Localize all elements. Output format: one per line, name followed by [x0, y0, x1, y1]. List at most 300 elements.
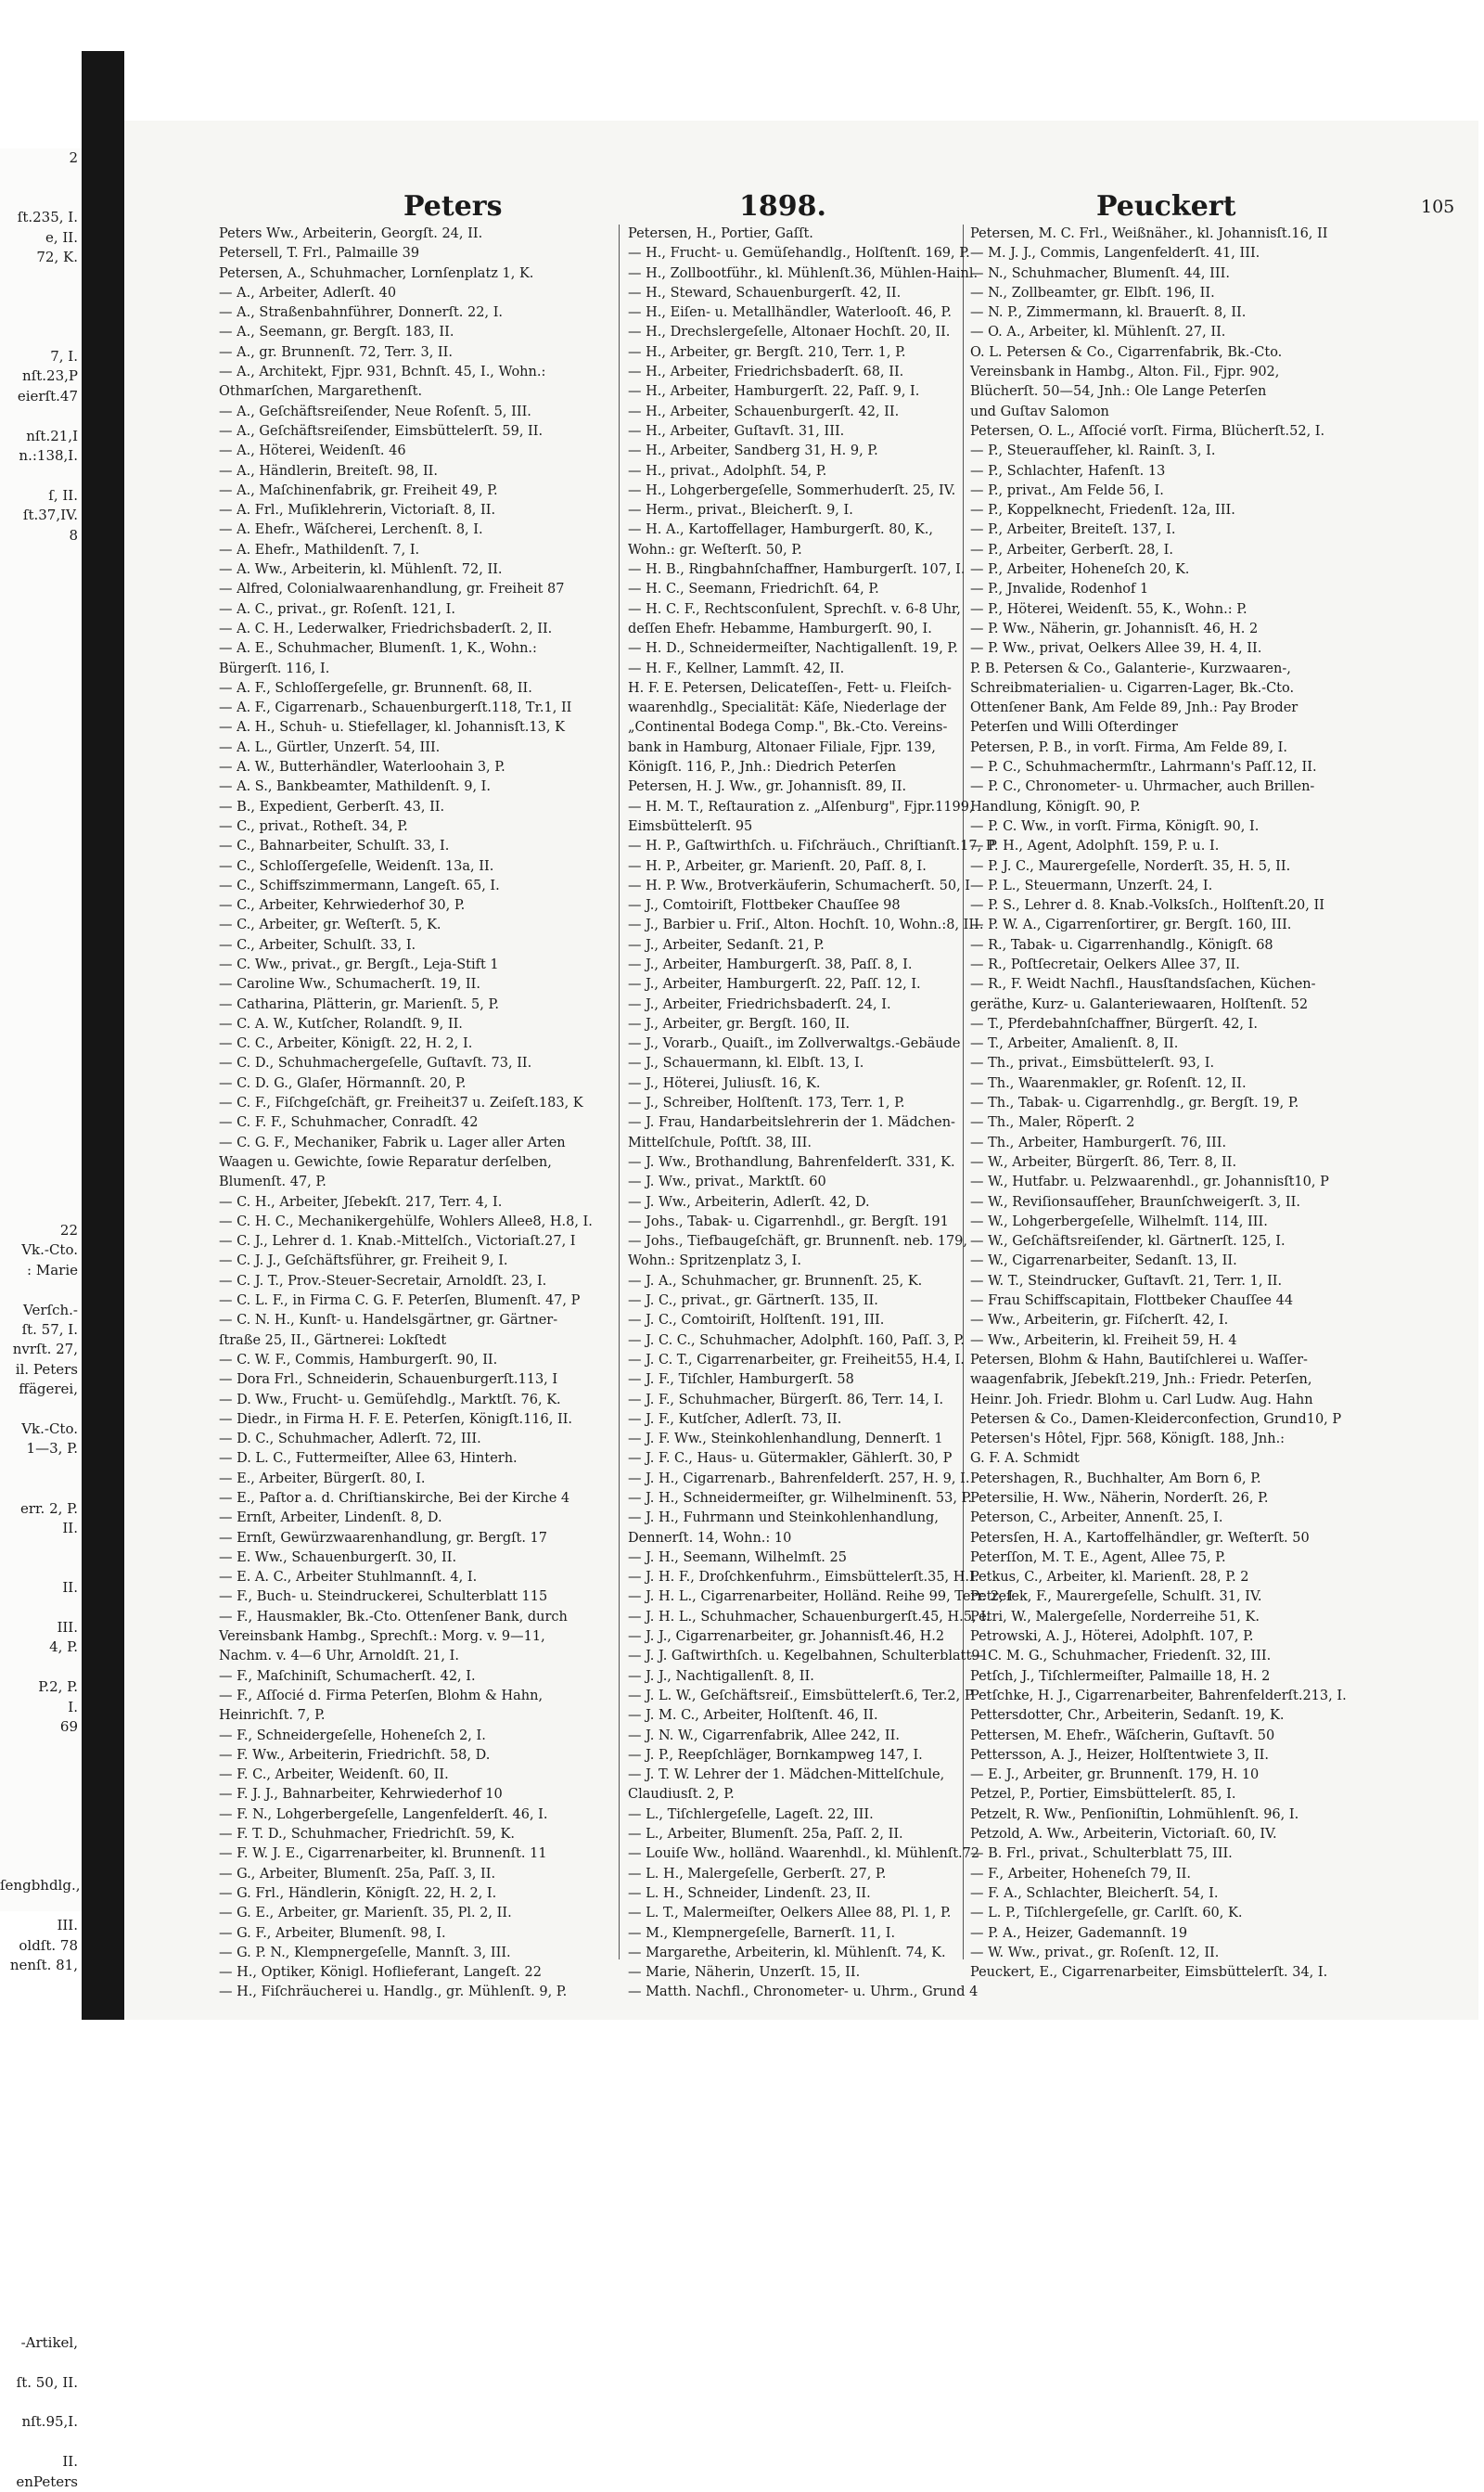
previous-page-fragment [0, 1280, 82, 1300]
directory-entry: Handlung, Königſt. 90, P. [970, 799, 1141, 815]
directory-entry: Königſt. 116, P., Jnh.: Diedrich Peterſen [628, 760, 897, 776]
previous-page-fragment [0, 1400, 82, 1419]
previous-page-fragment: e, II. [45, 228, 78, 246]
directory-entry: — P., Höterei, Weidenſt. 55, K., Wohn.: P. [970, 601, 1247, 617]
previous-page-fragment: 69 [59, 1718, 78, 1736]
directory-entry: — Frau Schiffscapitain, Flottbeker Chauſſee 44 [970, 1293, 1294, 1309]
directory-entry: — J. J., Cigarrenarbeiter, gr. Johannisſt.46, H.2 [628, 1629, 945, 1645]
directory-entry: — J. Ww., Brothandlung, Bahrenfelderſt. 331, K. [628, 1154, 955, 1170]
previous-page-fragment [0, 764, 82, 784]
previous-page-fragment [0, 725, 82, 744]
directory-entry: Wohn.: gr. Weſterſt. 50, P. [628, 542, 802, 558]
directory-entry: — A., Höterei, Weidenſt. 46 [219, 443, 406, 459]
previous-page-fragment: III. [57, 1619, 78, 1637]
directory-entry: — H. P., Gaſtwirthſch. u. Fiſchräuch., Chriſtianſt.17, P [628, 839, 995, 854]
directory-entry: — E. Ww., Schauenburgerſt. 30, II. [219, 1549, 457, 1565]
directory-entry: Blücherſt. 50—54, Jnh.: Ole Lange Peterſen [970, 384, 1267, 400]
previous-page-fragment: 7, I. [50, 348, 78, 366]
directory-entry: — H., Frucht- u. Gemüſehandlg., Holſtenſt. 169, P. [628, 246, 970, 262]
directory-entry: — F. A., Schlachter, Bleicherſt. 54, I. [970, 1885, 1219, 1901]
previous-page-fragment [0, 1738, 82, 1757]
directory-entry: — P. C. Ww., in vorſt. Firma, Königſt. 90, I. [970, 818, 1260, 834]
previous-page-fragment: II. [62, 1520, 78, 1537]
directory-entry: — H. F., Kellner, Lammſt. 42, II. [628, 661, 845, 676]
directory-entry: — Johs., Tiefbaugeſchäft, gr. Brunnenſt. neb. 179, [628, 1234, 968, 1250]
directory-entry: — N., Schuhmacher, Blumenſt. 44, III. [970, 265, 1230, 281]
directory-entry: Petersen, A., Schuhmacher, Lornſenplatz 1, K. [219, 265, 534, 281]
directory-entry: — F., Aſſocié d. Firma Peterſen, Blohm & Hahn, [219, 1688, 544, 1703]
directory-entry: — Th., Maler, Röperſt. 2 [970, 1115, 1135, 1131]
directory-entry: — P. S., Lehrer d. 8. Knab.-Volksſch., Holſtenſt.20, II [970, 898, 1324, 914]
previous-page-fragment [0, 1837, 82, 1856]
previous-page-fragment [0, 963, 82, 983]
directory-entry: — E. J., Arbeiter, gr. Brunnenſt. 179, H. 10 [970, 1767, 1260, 1783]
previous-page-fragment: n.:138,I. [19, 447, 78, 465]
previous-page-fragment: ſengbhdlg., [0, 1877, 81, 1895]
directory-entry: Peterſſon, M. T. E., Agent, Allee 75, P. [970, 1549, 1226, 1565]
directory-entry: Pettersdotter, Chr., Arbeiterin, Sedanſt. 19, K. [970, 1708, 1285, 1724]
previous-page-fragment: II. [62, 2453, 78, 2471]
directory-entry: — C., Arbeiter, Schulſt. 33, I. [219, 937, 416, 953]
directory-entry: — H. B., Ringbahnſchaffner, Hamburgerſt. 107, I. [628, 562, 966, 578]
previous-page-fragment [0, 2313, 82, 2332]
directory-entry: — H., Arbeiter, Sandberg 31, H. 9, P. [628, 443, 878, 459]
previous-page-fragment [0, 2135, 82, 2154]
directory-entry: — F., Maſchiniſt, Schumacherſt. 42, I. [219, 1668, 476, 1684]
directory-entry: — H., Eiſen- u. Metallhändler, Waterlooſt. 46, P. [628, 305, 952, 321]
directory-entry: — M. J. J., Commis, Langenfelderſt. 41, III. [970, 246, 1260, 262]
directory-entry: Peuckert, E., Cigarrenarbeiter, Eimsbüttelerſt. 34, I. [970, 1965, 1328, 1981]
directory-entry: Mittelſchule, Poſtſt. 38, III. [628, 1135, 812, 1150]
directory-entry: — P., Schlachter, Hafenſt. 13 [970, 463, 1166, 479]
previous-page-fragment: I. [68, 1698, 78, 1715]
directory-entry: — N. P., Zimmermann, kl. Brauerſt. 8, II. [970, 305, 1247, 321]
directory-entry: — A., Straßenbahnführer, Donnerſt. 22, I. [219, 305, 504, 321]
directory-entry: — Ww., Arbeiterin, kl. Freiheit 59, H. 4 [970, 1332, 1237, 1348]
previous-page-fragment [0, 2114, 82, 2134]
previous-page-fragment [0, 1817, 82, 1836]
directory-entry: — A., Seemann, gr. Bergſt. 183, II. [219, 325, 454, 340]
previous-page-fragment [0, 1162, 82, 1181]
previous-page-fragment: ffägerei, [19, 1381, 78, 1398]
previous-page-fragment: nvrſt. 27, [12, 1341, 78, 1358]
previous-page-fragment [0, 546, 82, 565]
previous-page-fragment: il. Peters [15, 1360, 78, 1378]
directory-entry: und Guſtav Salomon [970, 404, 1109, 419]
directory-entry: Petersen, H. J. Ww., gr. Johannisſt. 89, II. [628, 779, 907, 795]
directory-entry: — P., Arbeiter, Gerberſt. 28, I. [970, 542, 1173, 558]
directory-entry: Petershagen, R., Buchhalter, Am Born 6, P. [970, 1471, 1261, 1486]
directory-entry: waagenfabrik, Jſebekſt.219, Jnh.: Friedr. Peterſen, [970, 1372, 1312, 1388]
directory-entry: — J., Arbeiter, Hamburgerſt. 38, Paſſ. 8, I. [628, 957, 913, 972]
directory-entry: — J., Comtoiriſt, Flottbeker Chauſſee 98 [628, 898, 901, 914]
directory-entry: bank in Hamburg, Altonaer Filiale, Fjpr. 139, [628, 739, 936, 755]
directory-entry: — L., Tiſchlergeſelle, Lageſt. 22, III. [628, 1806, 874, 1822]
directory-entry: — L., Arbeiter, Blumenſt. 25a, Paſſ. 2, II. [628, 1827, 903, 1843]
directory-entry: — J., Arbeiter, Hamburgerſt. 22, Paſſ. 12, I. [628, 977, 921, 993]
directory-entry: — C. H., Arbeiter, Jſebekſt. 217, Terr. 4, I. [219, 1194, 503, 1210]
directory-entry: — W., Reviſionsaufſeher, Braunſchweigerſt. 3, II. [970, 1194, 1301, 1210]
previous-page-fragment: nſt.95,I. [21, 2413, 78, 2431]
directory-entry: Petersell, T. Frl., Palmaille 39 [219, 246, 420, 262]
directory-entry: — C. J., Lehrer d. 1. Knab.-Mittelſch., Victoriaſt.27, I [219, 1234, 576, 1250]
previous-page-fragment: 2 [69, 149, 78, 166]
directory-entry: — J. C., Comtoiriſt, Holſtenſt. 191, III. [628, 1313, 885, 1329]
directory-entry: waarenhdlg., Specialität: Käſe, Niederlage der [628, 700, 947, 716]
directory-entry: Vereinsbank in Hambg., Alton. Fil., Fjpr. 902, [970, 365, 1280, 380]
previous-page-fragment [0, 1996, 82, 2015]
previous-page-fragment [0, 1022, 82, 1042]
previous-page-fragment [0, 1538, 82, 1558]
directory-entry: Nachm. v. 4—6 Uhr, Arnoldſt. 21, I. [219, 1649, 459, 1664]
directory-entry: — C. D., Schuhmachergeſelle, Guſtavſt. 73, II. [219, 1056, 532, 1072]
previous-page-fragment [0, 2353, 82, 2372]
directory-entry: — J. Frau, Handarbeitslehrerin der 1. Mädchen- [628, 1115, 955, 1131]
previous-page-fragment [0, 983, 82, 1002]
directory-entry: Ottenſener Bank, Am Felde 89, Jnh.: Pay Broder [970, 700, 1298, 716]
previous-page-fragment [0, 1757, 82, 1777]
previous-page-fragment [0, 704, 82, 724]
previous-page-fragment: 8 [69, 526, 78, 544]
directory-entry: — J. H. F., Droſchkenfuhrm., Eimsbüttelerſt.35, H.I. [628, 1570, 979, 1586]
directory-entry: — G. P. N., Klempnergeſelle, Mannſt. 3, III. [219, 1945, 511, 1960]
directory-entry: — D. Ww., Frucht- u. Gemüſehdlg., Marktſt. 76, K. [219, 1392, 561, 1407]
directory-entry: — C. L. F., in Firma C. G. F. Peterſen, Blumenſt. 47, P [219, 1293, 581, 1309]
previous-page-fragment [0, 2433, 82, 2452]
directory-entry: — A. C. H., Lederwalker, Friedrichsbaderſt. 2, II. [219, 621, 553, 636]
directory-entry: — J., Höterei, Juliusſt. 16, K. [628, 1075, 821, 1091]
previous-page-fragment [0, 1599, 82, 1618]
directory-entry: — C. C., Arbeiter, Königſt. 22, H. 2, I. [219, 1036, 473, 1052]
previous-page-fragment [0, 843, 82, 863]
directory-entry: — P., privat., Am Felde 56, I. [970, 482, 1164, 498]
directory-entry: G. F. A. Schmidt [970, 1451, 1080, 1467]
directory-entry: — F., Arbeiter, Hoheneſch 79, II. [970, 1866, 1191, 1882]
previous-page-fragment [0, 665, 82, 685]
directory-entry: — J. F. Ww., Steinkohlenhandlung, Dennerſt. 1 [628, 1432, 943, 1447]
directory-entry: — C. F., Fiſchgeſchäft, gr. Freiheit37 u. Zeiſeſt.183, K [219, 1096, 583, 1111]
directory-entry: — A. E., Schuhmacher, Blumenſt. 1, K., Wohn.: [219, 641, 537, 657]
directory-entry: — J., Schauermann, kl. Elbſt. 13, I. [628, 1056, 864, 1072]
directory-entry: — Th., Waarenmakler, gr. Roſenſt. 12, II. [970, 1075, 1247, 1091]
directory-entry: — J. F., Tiſchler, Hamburgerſt. 58 [628, 1372, 854, 1388]
directory-entry: — H. P. Ww., Brotverkäuferin, Schumacherſt. 50, I [628, 878, 971, 893]
directory-entry: — C., Arbeiter, gr. Weſterſt. 5, K. [219, 918, 441, 933]
directory-entry: — W. Ww., privat., gr. Roſenſt. 12, II. [970, 1945, 1220, 1960]
previous-page-fragment [0, 267, 82, 287]
directory-entry: Waagen u. Gewichte, ſowie Reparatur derſelben, [219, 1154, 552, 1170]
previous-page-fragment [0, 1082, 82, 1101]
running-header-year: 1898. [739, 190, 826, 223]
directory-entry: Petzelt, R. Ww., Penſioniſtin, Lohmühlenſt. 96, I. [970, 1806, 1299, 1822]
directory-entry: — C., Bahnarbeiter, Schulſt. 33, I. [219, 839, 450, 854]
directory-entry: — B. Frl., privat., Schulterblatt 75, III. [970, 1846, 1233, 1862]
directory-entry: — F., Buch- u. Steindruckerei, Schulterblatt 115 [219, 1589, 548, 1605]
previous-page-fragment: 1—3, P. [26, 1440, 78, 1458]
directory-entry: Claudiusſt. 2, P. [628, 1787, 735, 1803]
previous-page-fragment: Vk.-Cto. [21, 1241, 78, 1259]
directory-entry: Petſchke, H. J., Cigarrenarbeiter, Bahrenfelderſt.213, I. [970, 1688, 1347, 1703]
directory-entry: — C., Arbeiter, Kehrwiederhof 30, P. [219, 898, 466, 914]
directory-entry: — H., Arbeiter, gr. Bergſt. 210, Terr. 1, P. [628, 344, 906, 360]
directory-entry: — R., F. Weidt Nachfl., Hausſtandsſachen, Küchen- [970, 977, 1316, 993]
previous-page-fragment [0, 1459, 82, 1479]
previous-page-fragment [0, 943, 82, 962]
directory-entry: — Caroline Ww., Schumacherſt. 19, II. [219, 977, 480, 993]
directory-entry: — J. L. W., Geſchäftsreiſ., Eimsbüttelerſt.6, Ter.2, P [628, 1688, 974, 1703]
directory-entry: — P. J. C., Maurergeſelle, Norderſt. 35, H. 5, II. [970, 858, 1291, 874]
directory-entry: Eimsbüttelerſt. 95 [628, 818, 753, 834]
directory-entry: — Th., Tabak- u. Cigarrenhdlg., gr. Bergſt. 19, P. [970, 1096, 1299, 1111]
directory-entry: — C. Ww., privat., gr. Bergſt., Leja-Stift 1 [219, 957, 499, 972]
directory-entry: Heinr. Joh. Friedr. Blohm u. Carl Ludw. Aug. Hahn [970, 1392, 1313, 1407]
directory-entry: Bürgerſt. 116, I. [219, 661, 330, 676]
directory-entry: — L. H., Malergeſelle, Gerberſt. 27, P. [628, 1866, 887, 1882]
directory-entry: — N., Zollbeamter, gr. Elbſt. 196, II. [970, 285, 1215, 301]
directory-entry: Petersen, P. B., in vorſt. Firma, Am Felde 89, I. [970, 739, 1288, 755]
directory-entry: — C. N. H., Kunſt- u. Handelsgärtner, gr. Gärtner- [219, 1313, 558, 1329]
directory-entry: — H., Fiſchräucherei u. Handlg., gr. Mühlenſt. 9, P. [219, 1985, 568, 2000]
directory-entry: — Dora Frl., Schneiderin, Schauenburgerſt.113, I [219, 1372, 558, 1388]
directory-entry: — L. T., Malermeiſter, Oelkers Allee 88, Pl. 1, P. [628, 1906, 952, 1921]
directory-entry: — Ernſt, Arbeiter, Lindenſt. 8, D. [219, 1510, 442, 1526]
directory-entry: Pettersen, M. Ehefr., Wäſcherin, Guſtavſt. 50 [970, 1728, 1275, 1743]
directory-entry: — C. H. C., Mechanikergehülfe, Wohlers Allee8, H.8, I. [219, 1214, 593, 1229]
previous-page-fragment [0, 2393, 82, 2412]
directory-entry: — J. H., Cigarrenarb., Bahrenfelderſt. 257, H. 9, I. [628, 1471, 970, 1486]
directory-entry: — Th., privat., Eimsbüttelerſt. 93, I. [970, 1056, 1215, 1072]
directory-entry: — A. Ehefr., Mathildenſt. 7, I. [219, 542, 420, 558]
previous-page-fragment: ſt.235, I. [17, 209, 78, 226]
previous-page-fragment: nenſt. 81, [9, 1956, 78, 1973]
directory-entry: — H. M. T., Reſtauration z. „Alſenburg", Fjpr.1199, [628, 799, 974, 815]
directory-entry: — P. C., Schuhmachermſtr., Lahrmann's Paſſ.12, II. [970, 760, 1317, 776]
directory-entry: Petri, W., Malergeſelle, Norderreihe 51, K. [970, 1609, 1260, 1625]
directory-entry: — F., Schneidergeſelle, Hoheneſch 2, I. [219, 1728, 486, 1743]
previous-page-fragment [0, 685, 82, 704]
previous-page-fragment: oldſt. 78 [19, 1936, 78, 1954]
directory-entry: — G., Arbeiter, Blumenſt. 25a, Paſſ. 3, II. [219, 1866, 496, 1882]
directory-entry: Petersſen, H. A., Kartoffelhändler, gr. Weſterſt. 50 [970, 1530, 1310, 1546]
directory-entry: — J. C., privat., gr. Gärtnerſt. 135, II. [628, 1293, 878, 1309]
directory-column-3 [970, 225, 1347, 1983]
directory-entry: — L. P., Tiſchlergeſelle, gr. Carlſt. 60, K. [970, 1906, 1243, 1921]
directory-entry: — D. L. C., Futtermeiſter, Allee 63, Hinterh. [219, 1451, 518, 1467]
previous-page-fragment: 72, K. [36, 249, 78, 266]
directory-column-2 [628, 225, 1014, 2003]
previous-page-fragment: ſt. 50, II. [16, 2373, 78, 2391]
previous-page-fragment: -Artikel, [20, 2333, 78, 2351]
directory-entry: — M., Klempnergeſelle, Barnerſt. 11, I. [628, 1925, 896, 1941]
directory-entry: Vereinsbank Hambg., Sprechſt.: Morg. v. 9—11, [219, 1629, 545, 1645]
directory-entry: Petersen & Co., Damen-Kleiderconfection, Grund10, P [970, 1411, 1342, 1427]
directory-entry: — F. T. D., Schuhmacher, Friedrichſt. 59, K. [219, 1827, 515, 1843]
directory-entry: — C. M. G., Schuhmacher, Friedenſt. 32, III. [970, 1649, 1272, 1664]
previous-page-fragment [0, 1559, 82, 1578]
previous-page-fragment [0, 2154, 82, 2174]
directory-entry: — W., Hutfabr. u. Pelzwaarenhdl., gr. Johannisſt10, P [970, 1175, 1329, 1190]
directory-entry: — E., Arbeiter, Bürgerſt. 80, I. [219, 1471, 426, 1486]
directory-entry: — C. G. F., Mechaniker, Fabrik u. Lager aller Arten [219, 1135, 566, 1150]
previous-page-fragment [0, 328, 82, 347]
directory-entry: Dennerſt. 14, Wohn.: 10 [628, 1530, 792, 1546]
directory-entry: — A. C., privat., gr. Roſenſt. 121, I. [219, 601, 455, 617]
previous-page-fragment: : Marie [27, 1261, 78, 1278]
previous-page-fragment [0, 1856, 82, 1876]
directory-entry: — D. C., Schuhmacher, Adlerſt. 72, III. [219, 1432, 481, 1447]
previous-page-fragment [0, 168, 82, 187]
previous-page-fragment [0, 585, 82, 605]
directory-entry: — P., Steueraufſeher, kl. Rainſt. 3, I. [970, 443, 1216, 459]
directory-entry: — C. W. F., Commis, Hamburgerſt. 90, II. [219, 1352, 498, 1368]
directory-entry: — A. L., Gürtler, Unzerſt. 54, III. [219, 739, 441, 755]
directory-entry: — H., Optiker, Königl. Hoflieferant, Langeſt. 22 [219, 1965, 542, 1981]
directory-entry: — W., Lohgerbergeſelle, Wilhelmſt. 114, III. [970, 1214, 1268, 1229]
directory-entry: Petersen, Blohm & Hahn, Bautiſchlerei u. Waſſer- [970, 1352, 1308, 1368]
directory-entry: — J., Vorarb., Quaiſt., im Zollverwaltgs.-Gebäude [628, 1036, 961, 1052]
directory-entry: — Th., Arbeiter, Hamburgerſt. 76, III. [970, 1135, 1227, 1150]
previous-page-fragment: 4, P. [49, 1638, 78, 1656]
directory-entry: — A., gr. Brunnenſt. 72, Terr. 3, II. [219, 344, 453, 360]
directory-entry: — L. H., Schneider, Lindenſt. 23, II. [628, 1885, 871, 1901]
directory-entry: — Alfred, Colonialwaarenhandlung, gr. Freiheit 87 [219, 582, 565, 597]
previous-page-fragment: 22 [59, 1221, 78, 1239]
directory-entry: — H. C. F., Rechtsconſulent, Sprechſt. v. 6-8 Uhr, [628, 601, 961, 617]
directory-entry: — T., Pferdebahnſchaffner, Bürgerſt. 42, I. [970, 1016, 1258, 1032]
directory-entry: — J. F., Kutſcher, Adlerſt. 73, II. [628, 1411, 842, 1427]
directory-entry: — Margarethe, Arbeiterin, kl. Mühlenſt. 74, K. [628, 1945, 946, 1960]
directory-entry: — H. A., Kartoffellager, Hamburgerſt. 80, K., [628, 522, 933, 538]
directory-entry: — Matth. Nachfl., Chronometer- u. Uhrm., Grund 4 [628, 1985, 979, 2000]
directory-entry: — Ernſt, Gewürzwaarenhandlung, gr. Bergſt. 17 [219, 1530, 547, 1546]
directory-entry: — P. W. A., Cigarrenſortirer, gr. Bergſt. 160, III. [970, 918, 1292, 933]
directory-entry: — C. D. G., Glaſer, Hörmannſt. 20, P. [219, 1075, 467, 1091]
previous-page-fragment [0, 2015, 82, 2035]
directory-entry: — A. H., Schuh- u. Stiefellager, kl. Johannisſt.13, K [219, 720, 565, 736]
directory-entry: — H., privat., Adolphſt. 54, P. [628, 463, 827, 479]
directory-entry: — Diedr., in Firma H. F. E. Peterſen, Königſt.116, II. [219, 1411, 573, 1427]
directory-entry: Peterson, C., Arbeiter, Annenſt. 25, I. [970, 1510, 1223, 1526]
directory-entry: — A. F., Cigarrenarb., Schauenburgerſt.118, Tr.1, II [219, 700, 572, 716]
previous-page-fragment [0, 1042, 82, 1061]
previous-page-fragment [0, 625, 82, 645]
directory-entry: — P. A., Heizer, Gademannſt. 19 [970, 1925, 1188, 1941]
directory-entry: — A., Händlerin, Breiteſt. 98, II. [219, 463, 439, 479]
directory-entry: — T., Arbeiter, Amalienſt. 8, II. [970, 1036, 1179, 1052]
previous-page-fragment: ſt. 57, I. [21, 1320, 78, 1338]
directory-entry: „Continental Bodega Comp.", Bk.-Cto. Vereins- [628, 720, 948, 736]
directory-entry: — J. H. L., Cigarrenarbeiter, Holländ. Reihe 99, Terr. 2, I [628, 1589, 1014, 1605]
previous-page-fragment [0, 2214, 82, 2233]
directory-entry: Petzold, A. Ww., Arbeiterin, Victoriaſt. 60, IV. [970, 1827, 1277, 1843]
directory-entry: Peterſen und Willi Oſterdinger [970, 720, 1178, 736]
previous-page-fragment [0, 2234, 82, 2254]
directory-entry: O. L. Petersen & Co., Cigarrenfabrik, Bk.-Cto. [970, 344, 1283, 360]
directory-entry: Petersen, M. C. Frl., Weißnäher., kl. Johannisſt.16, II [970, 226, 1328, 241]
previous-page-fragment [0, 605, 82, 624]
previous-page-fragment [0, 1102, 82, 1122]
previous-page-fragment: eierſt.47 [17, 387, 78, 405]
previous-page-fragment [0, 2273, 82, 2293]
previous-page-fragment: Verſch.- [23, 1301, 78, 1318]
previous-page-fragment: Vk.-Cto. [21, 1420, 78, 1437]
directory-entry: — P., Koppelknecht, Friedenſt. 12a, III. [970, 503, 1235, 519]
previous-page-fragment [0, 1797, 82, 1817]
previous-page-fragment [0, 2174, 82, 2193]
previous-page-fragment [0, 2095, 82, 2114]
directory-entry: — J., Arbeiter, gr. Bergſt. 160, II. [628, 1016, 851, 1032]
directory-entry: — Marie, Näherin, Unzerſt. 15, II. [628, 1965, 861, 1981]
previous-page-edge [0, 148, 82, 2490]
directory-entry: — A. F., Schloſſergeſelle, gr. Brunnenſt. 68, II. [219, 680, 532, 696]
previous-page-fragment [0, 1896, 82, 1916]
directory-entry: P. B. Petersen & Co., Galanterie-, Kurzwaaren-, [970, 661, 1291, 676]
directory-entry: — C. J. J., Geſchäftsführer, gr. Freiheit 9, I. [219, 1253, 508, 1269]
directory-entry: — J. C. C., Schuhmacher, Adolphſt. 160, Paſſ. 3, P. [628, 1332, 965, 1348]
previous-page-fragment [0, 1201, 82, 1221]
directory-entry: — H. C., Seemann, Friedrichſt. 64, P. [628, 582, 879, 597]
directory-entry: Petkus, C., Arbeiter, kl. Marienſt. 28, P. 2 [970, 1570, 1249, 1586]
directory-entry: Petrowski, A. J., Höterei, Adolphſt. 107, P. [970, 1629, 1254, 1645]
previous-page-fragment [0, 1002, 82, 1021]
directory-entry: — C. J. T., Prov.-Steuer-Secretair, Arnoldſt. 23, I. [219, 1273, 547, 1289]
directory-entry: Petreſek, F., Maurergeſelle, Schulſt. 31, IV. [970, 1589, 1262, 1605]
directory-entry: — P. L., Steuermann, Unzerſt. 24, I. [970, 878, 1213, 893]
directory-entry: — J. Ww., Arbeiterin, Adlerſt. 42, D. [628, 1194, 870, 1210]
directory-entry: — A. S., Bankbeamter, Mathildenſt. 9, I. [219, 779, 492, 795]
directory-entry: Petersen, O. L., Aſſocié vorſt. Firma, Blücherſt.52, I. [970, 423, 1325, 439]
previous-page-fragment [0, 923, 82, 943]
previous-page-fragment [0, 903, 82, 922]
directory-entry: — J., Schreiber, Holſtenſt. 173, Terr. 1, P. [628, 1096, 905, 1111]
directory-entry: — J. H. L., Schuhmacher, Schauenburgerſt.45, H.5, I. [628, 1609, 991, 1625]
directory-entry: — H., Arbeiter, Schauenburgerſt. 42, II. [628, 404, 900, 419]
directory-entry: — J. H., Fuhrmann und Steinkohlenhandlung, [628, 1510, 939, 1526]
directory-entry: — H., Lohgerbergeſelle, Sommerhuderſt. 25, IV. [628, 482, 956, 498]
running-header-right: Peuckert [1096, 190, 1236, 223]
directory-entry: — P. Ww., Näherin, gr. Johannisſt. 46, H. 2 [970, 621, 1259, 636]
previous-page-fragment [0, 2055, 82, 2075]
previous-page-fragment [0, 1975, 82, 1995]
directory-entry: — A., Geſchäftsreiſender, Eimsbüttelerſt. 59, II. [219, 423, 544, 439]
directory-entry: — C. F. F., Schuhmacher, Conradſt. 42 [219, 1115, 479, 1131]
directory-entry: — G. Frl., Händlerin, Königſt. 22, H. 2, I. [219, 1885, 497, 1901]
directory-entry: — F. W. J. E., Cigarrenarbeiter, kl. Brunnenſt. 11 [219, 1846, 547, 1862]
column-divider [619, 225, 620, 1959]
directory-entry: — J. J., Nachtigallenſt. 8, II. [628, 1668, 814, 1684]
directory-entry: — W., Geſchäftsreiſender, kl. Gärtnerſt. 125, I. [970, 1234, 1286, 1250]
previous-page-fragment [0, 2075, 82, 2094]
directory-entry: — J. M. C., Arbeiter, Holſtenſt. 46, II. [628, 1708, 878, 1724]
directory-entry: — P. Ww., privat, Oelkers Allee 39, H. 4, II. [970, 641, 1262, 657]
previous-page-fragment [0, 803, 82, 823]
previous-page-fragment [0, 566, 82, 585]
directory-entry: — H. D., Schneidermeiſter, Nachtigallenſt. 19, P. [628, 641, 958, 657]
previous-page-fragment [0, 2194, 82, 2214]
directory-entry: — F. Ww., Arbeiterin, Friedrichſt. 58, D. [219, 1747, 491, 1763]
directory-entry: — Catharina, Plätterin, gr. Marienſt. 5, P. [219, 996, 499, 1012]
previous-page-fragment: nſt.21,I [26, 427, 78, 444]
previous-page-fragment [0, 864, 82, 883]
directory-entry: Petzel, P., Portier, Eimsbüttelerſt. 85, I. [970, 1787, 1236, 1803]
directory-entry: Schreibmaterialien- u. Cigarren-Lager, Bk.-Cto. [970, 680, 1295, 696]
directory-entry: — A. Ehefr., Wäſcherei, Lerchenſt. 8, I. [219, 522, 483, 538]
directory-entry: — H., Arbeiter, Hamburgerſt. 22, Paſſ. 9, I. [628, 384, 920, 400]
directory-entry: — Herm., privat., Bleicherſt. 9, I. [628, 503, 853, 519]
directory-entry: — G. F., Arbeiter, Blumenſt. 98, I. [219, 1925, 446, 1941]
directory-entry: Peters Ww., Arbeiterin, Georgſt. 24, II. [219, 226, 483, 241]
directory-entry: — Louiſe Ww., holländ. Waarenhdl., kl. Mühlenſt.72 [628, 1846, 980, 1862]
